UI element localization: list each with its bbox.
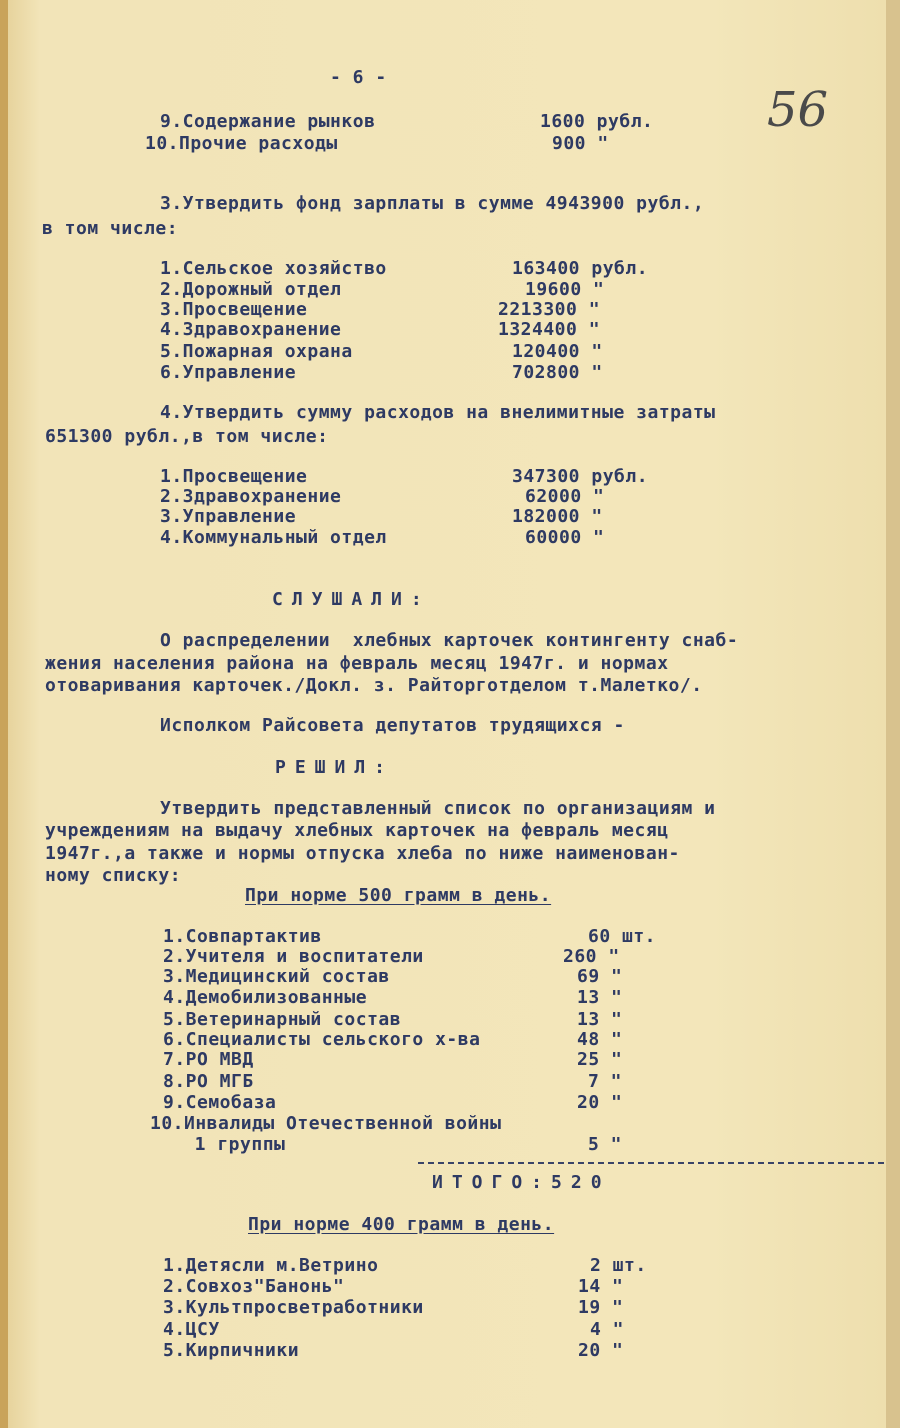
norm-400-item-count: 14 ": [578, 1276, 624, 1297]
decided-text-line: Утвердить представленный список по организациям и: [160, 798, 716, 819]
norm-400-item-count: 20 ": [578, 1340, 624, 1361]
norm-500-item-count: 60 шт.: [588, 926, 657, 947]
heard-heading: СЛУШАЛИ:: [272, 589, 431, 610]
norm-500-item-count: 25 ": [577, 1049, 623, 1070]
norm-500-item-label: 1 группы: [172, 1134, 286, 1155]
norm-500-item-count: 260 ": [563, 946, 620, 967]
expense-item-label: 10.Прочие расходы: [145, 133, 338, 154]
wage-item-label: 1.Сельское хозяйство: [160, 258, 387, 279]
norm-500-item-label: 7.РО МВД: [163, 1049, 254, 1070]
wage-item-amount: 1324400 ": [498, 319, 601, 340]
heard-text-line: жения населения района на февраль месяц 1947г. и нормах: [45, 653, 669, 674]
over-limit-line: 4.Утвердить сумму расходов на внелимитные затраты: [160, 402, 716, 423]
norm-500-item-count: 13 ": [577, 1009, 623, 1030]
handwritten-page-number: 56: [767, 82, 829, 138]
norm-500-item-count: 48 ": [577, 1029, 623, 1050]
expense-item-amount: 900 ": [552, 133, 609, 154]
norm-500-item-label: 3.Медицинский состав: [163, 966, 390, 987]
decided-heading: РЕШИЛ:: [275, 757, 395, 778]
norm-400-item-label: 4.ЦСУ: [163, 1319, 220, 1340]
norm-500-item-label: 9.Семобаза: [163, 1092, 277, 1113]
wage-item-amount: 120400 ": [512, 341, 603, 362]
decided-text-line: ному списку:: [45, 865, 182, 886]
wage-fund-line: в том числе:: [42, 218, 179, 239]
norm-400-item-count: 19 ": [578, 1297, 624, 1318]
wage-item-amount: 163400 рубл.: [512, 258, 649, 279]
over-limit-item-amount: 62000 ": [525, 486, 605, 507]
wage-item-amount: 19600 ": [525, 279, 605, 300]
over-limit-item-amount: 182000 ": [512, 506, 603, 527]
over-limit-item-amount: 60000 ": [525, 527, 605, 548]
norm-500-item-count: 69 ": [577, 966, 623, 987]
norm-500-item-label: 5.Ветеринарный состав: [163, 1009, 402, 1030]
norm-500-item-count: 7 ": [588, 1071, 623, 1092]
norm-500-item-count: 5 ": [588, 1134, 623, 1155]
norm-500-item-label: 6.Специалисты сельского х-ва: [163, 1029, 481, 1050]
norm-400-item-count: 4 ": [590, 1319, 625, 1340]
binding-edge: [0, 0, 8, 1428]
norm-400-item-label: 2.Совхоз"Банонь": [163, 1276, 345, 1297]
norm-500-total: ИТОГО:520: [432, 1172, 611, 1193]
wage-item-label: 2.Дорожный отдел: [160, 279, 342, 300]
decided-text-line: учреждениям на выдачу хлебных карточек на февраль месяц: [45, 820, 669, 841]
wage-item-amount: 2213300 ": [498, 299, 601, 320]
norm-400-item-label: 1.Детясли м.Ветрино: [163, 1255, 379, 1276]
wage-fund-line: 3.Утвердить фонд зарплаты в сумме 4943900 рубл.,: [160, 193, 705, 214]
norm-500-item-label: 8.РО МГБ: [163, 1071, 254, 1092]
heard-text-line: отоваривания карточек./Докл. з. Райторготделом т.Малетко/.: [45, 675, 703, 696]
norm-400-item-label: 3.Культпросветработники: [163, 1297, 424, 1318]
over-limit-item-amount: 347300 рубл.: [512, 466, 649, 487]
over-limit-item-label: 3.Управление: [160, 506, 297, 527]
norm-500-item-label: 4.Демобилизованные: [163, 987, 368, 1008]
decided-text-line: 1947г.,а также и нормы отпуска хлеба по ниже наименован-: [45, 843, 680, 864]
norm-500-item-count: 20 ": [577, 1092, 623, 1113]
norm-500-item-label: 10.Инвалиды Отечественной войны: [150, 1113, 502, 1134]
norm-500-item-label: 1.Совпартактив: [163, 926, 322, 947]
expense-item-amount: 1600 рубл.: [540, 111, 654, 132]
wage-item-amount: 702800 ": [512, 362, 603, 383]
page-number: - 6 -: [330, 67, 387, 88]
expense-item-label: 9.Содержание рынков: [160, 111, 376, 132]
norm-500-item-count: 13 ": [577, 987, 623, 1008]
ispolkom-line: Исполком Райсовета депутатов трудящихся -: [160, 715, 625, 736]
norm-500-heading: При норме 500 грамм в день.: [245, 885, 552, 906]
over-limit-line: 651300 рубл.,в том числе:: [45, 426, 329, 447]
over-limit-item-label: 1.Просвещение: [160, 466, 308, 487]
over-limit-item-label: 4.Коммунальный отдел: [160, 527, 387, 548]
norm-400-item-count: 2 шт.: [590, 1255, 647, 1276]
wage-item-label: 4.Здравохранение: [160, 319, 342, 340]
norm-500-item-label: 2.Учителя и воспитатели: [163, 946, 424, 967]
wage-item-label: 3.Просвещение: [160, 299, 308, 320]
total-divider: [418, 1162, 884, 1164]
norm-400-item-label: 5.Кирпичники: [163, 1340, 300, 1361]
page-edge: [886, 0, 900, 1428]
heard-text-line: О распределении хлебных карточек контингенту снаб-: [160, 630, 739, 651]
wage-item-label: 5.Пожарная охрана: [160, 341, 353, 362]
wage-item-label: 6.Управление: [160, 362, 297, 383]
norm-400-heading: При норме 400 грамм в день.: [248, 1214, 555, 1235]
over-limit-item-label: 2.Здравохранение: [160, 486, 342, 507]
